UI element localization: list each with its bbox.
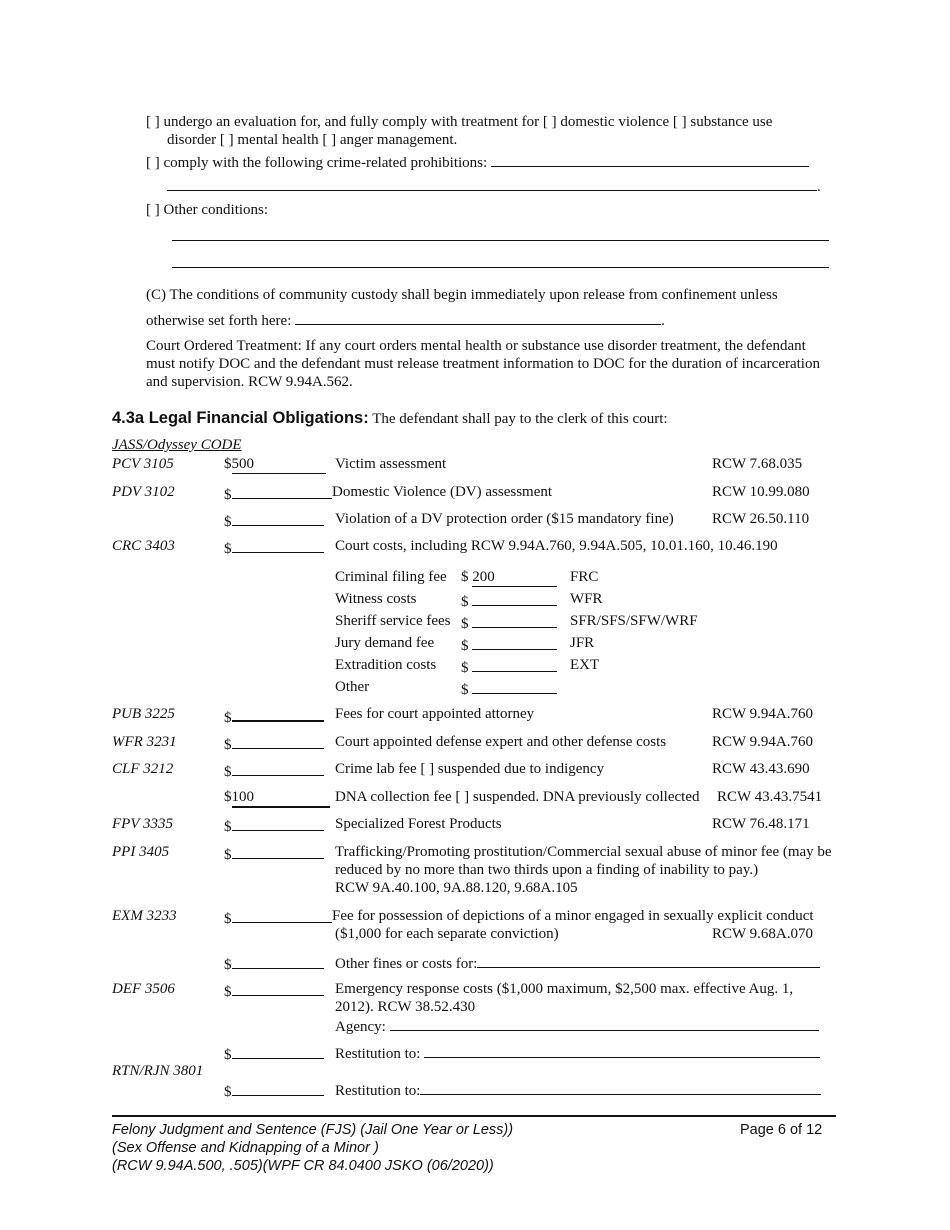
- agency-row: [335, 1016, 819, 1036]
- desc-trafficking: Trafficking/Promoting prostitution/Commercial sexual abuse of minor fee (may be reduced by no more than two thirds upon a finding of inability to pay.): [335, 844, 832, 878]
- rcw-crime-lab: RCW 43.43.690: [712, 761, 810, 777]
- desc-depictions-line2: ($1,000 for each separate conviction): [335, 926, 559, 942]
- amount-victim-assessment[interactable]: $500: [224, 455, 326, 474]
- cc-code-witness: WFR: [570, 591, 603, 607]
- amount-other-fines[interactable]: $: [224, 953, 324, 974]
- restitution-2-row: [335, 1080, 821, 1100]
- code-ppi: PPI 3405: [112, 844, 170, 860]
- desc-defense-expert: Court appointed defense expert and other defense costs: [335, 734, 667, 750]
- other-conditions-blank-1[interactable]: [172, 226, 829, 241]
- cc-amount-extradition[interactable]: $: [461, 656, 557, 677]
- prohibitions-label: [ ] comply with the following crime-related prohibitions:: [146, 155, 488, 171]
- other-conditions-label: [ ] Other conditions:: [146, 202, 269, 218]
- restitution-2-label: Restitution to:: [335, 1083, 421, 1099]
- rcw-victim-assessment: RCW 7.68.035: [712, 456, 803, 472]
- other-conditions-blank-2[interactable]: [172, 253, 829, 268]
- cc-amount-witness[interactable]: $: [461, 590, 557, 611]
- rcw-dv-assessment: RCW 10.99.080: [712, 484, 810, 500]
- lfo-heading-row: [112, 409, 668, 428]
- custody-label: otherwise set forth here:: [146, 313, 292, 329]
- footer-subtitle: (Sex Offense and Kidnapping of a Minor ): [112, 1140, 379, 1156]
- cc-label-sheriff: Sheriff service fees: [335, 613, 451, 629]
- amount-defense-expert[interactable]: $: [224, 733, 324, 754]
- lfo-intro: The defendant shall pay to the clerk of this court:: [372, 411, 668, 427]
- desc-crime-lab: Crime lab fee [ ] suspended due to indigency: [335, 761, 605, 777]
- cc-label-jury: Jury demand fee: [335, 635, 435, 651]
- code-crc: CRC 3403: [112, 538, 175, 554]
- other-fines-blank[interactable]: [477, 953, 820, 968]
- custody-blank[interactable]: [295, 310, 661, 325]
- restitution-1-blank[interactable]: [424, 1043, 820, 1058]
- desc-dv-violation: Violation of a DV protection order ($15 mandatory fine): [335, 511, 674, 527]
- cc-amount-filing[interactable]: $ 200: [461, 568, 557, 587]
- cc-code-sheriff: SFR/SFS/SFW/WRF: [570, 613, 698, 629]
- prohibitions-blank-line2[interactable]: .: [167, 176, 821, 196]
- prohibitions-blank[interactable]: [491, 152, 809, 167]
- desc-forest-products: Specialized Forest Products: [335, 816, 502, 832]
- desc-dna: DNA collection fee [ ] suspended. DNA previously collected: [335, 789, 700, 805]
- desc-emergency: Emergency response costs ($1,000 maximum, $2,500 max. effective Aug. 1, 2012). RCW 38.52.430: [335, 981, 794, 1015]
- amount-value: 500: [231, 456, 254, 472]
- cc-label-other: Other: [335, 679, 370, 695]
- restitution-2-blank[interactable]: [420, 1080, 821, 1095]
- amount-restitution-1[interactable]: $: [224, 1043, 324, 1064]
- rcw-forest-products: RCW 76.48.171: [712, 816, 810, 832]
- amount-emergency[interactable]: $: [224, 980, 324, 1001]
- custody-text-line1: (C) The conditions of community custody shall begin immediately upon release from confinement unless: [146, 287, 778, 303]
- rcw-defense-expert: RCW 9.94A.760: [712, 734, 813, 750]
- restitution-1-label: Restitution to:: [335, 1046, 421, 1062]
- code-def: DEF 3506: [112, 981, 175, 997]
- code-pcv: PCV 3105: [112, 456, 174, 472]
- rcw-attorney-fees: RCW 9.94A.760: [712, 706, 813, 722]
- amount-court-costs[interactable]: $: [224, 537, 324, 558]
- agency-blank[interactable]: [390, 1016, 819, 1031]
- lfo-heading: 4.3a Legal Financial Obligations:: [112, 409, 369, 427]
- footer-divider: [112, 1115, 836, 1117]
- desc-victim-assessment: Victim assessment: [335, 456, 447, 472]
- amount-attorney-fees[interactable]: $: [224, 705, 324, 727]
- desc-court-costs: Court costs, including RCW 9.94A.760, 9.94A.505, 10.01.160, 10.46.190: [335, 538, 778, 554]
- cc-label-witness: Witness costs: [335, 591, 417, 607]
- evaluation-condition-line1: [ ] undergo an evaluation for, and fully comply with treatment for [ ] domestic violence [ ] substance use: [146, 114, 773, 130]
- dna-amount-value: 100: [231, 789, 254, 805]
- other-fines-row: [335, 953, 820, 973]
- cc-label-extradition: Extradition costs: [335, 657, 437, 673]
- amount-dv-violation[interactable]: $: [224, 510, 324, 531]
- rcw-trafficking: RCW 9A.40.100, 9A.88.120, 9.68A.105: [335, 880, 578, 896]
- agency-label: Agency:: [335, 1019, 386, 1035]
- cc-amount-other[interactable]: $: [461, 678, 557, 699]
- rcw-dv-violation: RCW 26.50.110: [712, 511, 810, 527]
- custody-text-line2: otherwise set forth here: .: [146, 310, 665, 330]
- amount-depictions[interactable]: $: [224, 907, 332, 928]
- desc-attorney-fees: Fees for court appointed attorney: [335, 706, 535, 722]
- footer-title: Felony Judgment and Sentence (FJS) (Jail One Year or Less)): [112, 1122, 514, 1138]
- other-fines-label: Other fines or costs for:: [335, 956, 478, 972]
- amount-forest-products[interactable]: $: [224, 815, 324, 836]
- rcw-dna: RCW 43.43.7541: [717, 789, 823, 805]
- court-ordered-treatment: Court Ordered Treatment: If any court orders mental health or substance use disorder treatment, the defendant must notify DOC and the defendant must release treatment information to DOC for the duration of incarceration and supervision. RCW 9.94A.562.: [146, 338, 820, 390]
- code-fpv: FPV 3335: [112, 816, 173, 832]
- footer-form-number: (RCW 9.94A.500, .505)(WPF CR 84.0400 JSKO (06/2020)): [112, 1158, 494, 1174]
- prohibitions-condition: [146, 152, 809, 172]
- code-rtn: RTN/RJN 3801: [112, 1063, 204, 1079]
- desc-dv-assessment: Domestic Violence (DV) assessment: [332, 484, 553, 500]
- code-column-header: JASS/Odyssey CODE: [112, 437, 242, 453]
- amount-trafficking[interactable]: $: [224, 843, 324, 864]
- code-pub: PUB 3225: [112, 706, 175, 722]
- amount-dna[interactable]: $100: [224, 788, 330, 808]
- cc-code-filing: FRC: [570, 569, 599, 585]
- page-number: Page 6 of 12: [740, 1122, 823, 1138]
- code-exm: EXM 3233: [112, 908, 177, 924]
- cc-amount-sheriff[interactable]: $: [461, 612, 557, 633]
- amount-crime-lab[interactable]: $: [224, 760, 324, 781]
- code-clf: CLF 3212: [112, 761, 174, 777]
- evaluation-condition-line2: disorder [ ] mental health [ ] anger management.: [167, 132, 458, 148]
- desc-depictions-line1: Fee for possession of depictions of a minor engaged in sexually explicit conduct: [332, 908, 814, 924]
- amount-restitution-2[interactable]: $: [224, 1080, 324, 1101]
- cc-label-filing: Criminal filing fee: [335, 569, 447, 585]
- cc-code-jury: JFR: [570, 635, 595, 651]
- rcw-depictions: RCW 9.68A.070: [712, 926, 813, 942]
- cc-code-extradition: EXT: [570, 657, 600, 673]
- amount-dv-assessment[interactable]: $: [224, 483, 332, 504]
- cc-amount-jury[interactable]: $: [461, 634, 557, 655]
- code-wfr: WFR 3231: [112, 734, 177, 750]
- restitution-1-row: [335, 1043, 820, 1063]
- code-pdv: PDV 3102: [112, 484, 175, 500]
